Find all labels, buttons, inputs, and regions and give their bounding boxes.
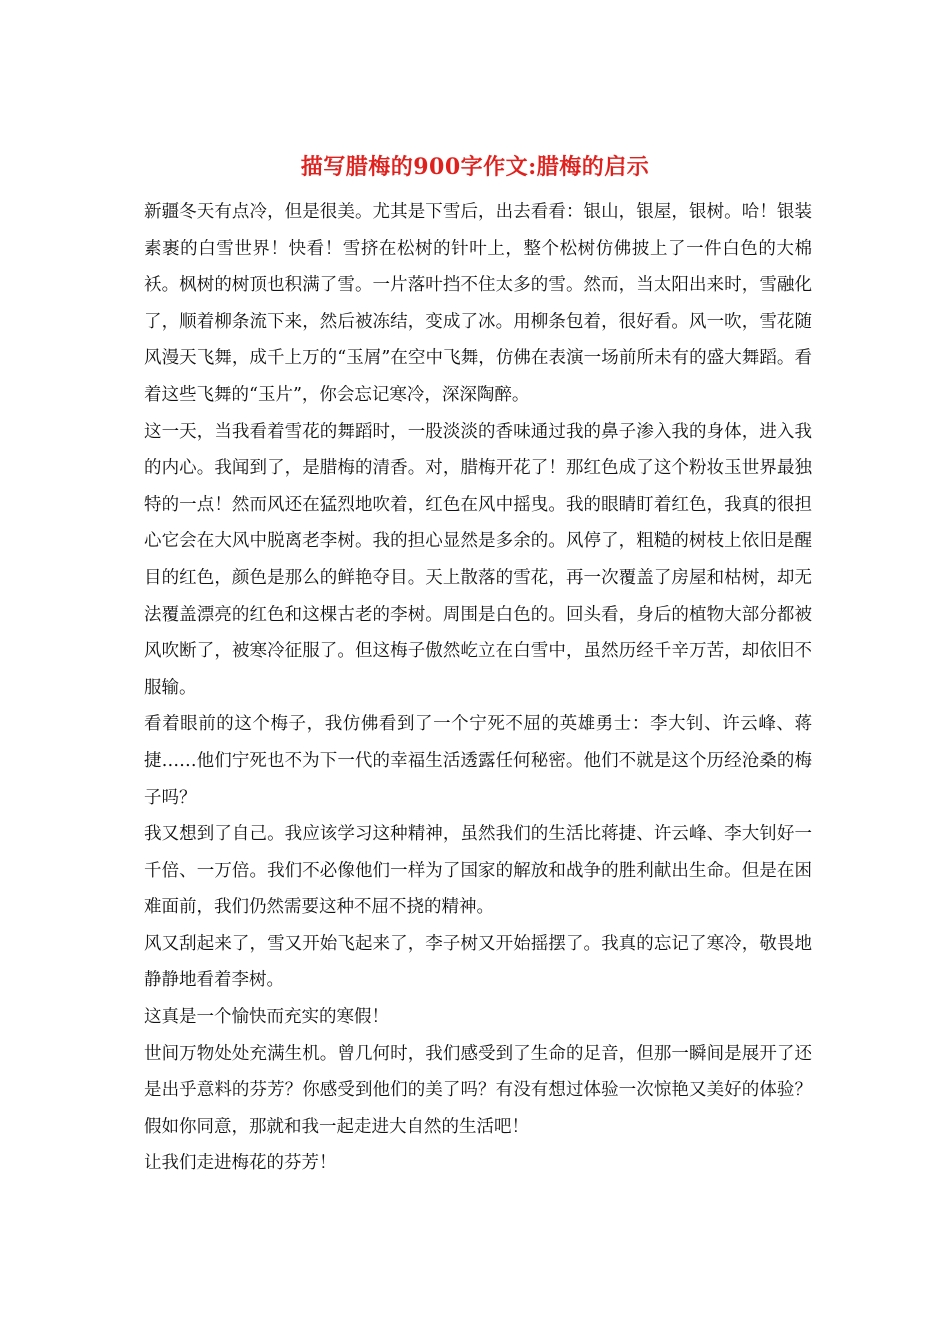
paragraph-4: 我又想到了自己。我应该学习这种精神，虽然我们的生活比蒋捷、许云峰、李大钊好一千倍、一万倍。我们不必像他们一样为了国家的解放和战争的胜利献出生命。但是在困难面前，我们仍然需要这种不屈不挠的精神。 bbox=[144, 824, 812, 918]
paragraph-1: 新疆冬天有点冷，但是很美。尤其是下雪后，出去看看：银山，银屋，银树。哈！银装素裹的白雪世界！快看！雪挤在松树的针叶上，整个松树仿佛披上了一件白色的大棉袄。枫树的树顶也积满了雪。一片落叶挡不住太多的雪。然而，当太阳出来时，雪融化了，顺着柳条流下来，然后被冻结，变成了冰。用柳条包着，很好看。风一吹，雪花随风漫天飞舞，成千上万的“玉屑”在空中飞舞，仿佛在表演一场前所未有的盛大舞蹈。看着这些飞舞的“玉片”，你会忘记寒冷，深深陶醉。 bbox=[144, 202, 812, 405]
document-title: 描写腊梅的900字作文:腊梅的启示 bbox=[300, 154, 650, 180]
paragraph-8: 让我们走进梅花的芬芳！ bbox=[144, 1153, 337, 1174]
paragraph-7: 世间万物处处充满生机。曾几何时，我们感受到了生命的足音，但那一瞬间是展开了还是出乎意料的芬芳？你感受到他们的美了吗？有没有想过体验一次惊艳又美好的体验？假如你同意，那就和我一起走进大自然的生活吧！ bbox=[144, 1043, 812, 1137]
document-body bbox=[144, 194, 812, 1182]
paragraph-6: 这真是一个愉快而充实的寒假！ bbox=[144, 1007, 389, 1028]
paragraph-3: 看着眼前的这个梅子，我仿佛看到了一个宁死不屈的英雄勇士：李大钊、许云峰、蒋捷……他们宁死也不为下一代的幸福生活透露任何秘密。他们不就是这个历经沧桑的梅子吗？ bbox=[144, 714, 812, 808]
paragraph-2: 这一天，当我看着雪花的舞蹈时，一股淡淡的香味通过我的鼻子渗入我的身体，进入我的内心。我闻到了，是腊梅的清香。对，腊梅开花了！那红色成了这个粉妆玉世界最独特的一点！然而风还在猛烈地吹着，红色在风中摇曳。我的眼睛盯着红色，我真的很担心它会在大风中脱离老李树。我的担心显然是多余的。风停了，粗糙的树枝上依旧是醒目的红色，颜色是那么的鲜艳夺目。天上散落的雪花，再一次覆盖了房屋和枯树，却无法覆盖漂亮的红色和这棵古老的李树。周围是白色的。回头看，身后的植物大部分都被风吹断了，被寒冷征服了。但这梅子傲然屹立在白雪中，虽然历经千辛万苦，却依旧不服输。 bbox=[144, 421, 812, 698]
paragraph-5: 风又刮起来了，雪又开始飞起来了，李子树又开始摇摆了。我真的忘记了寒冷，敬畏地静静地看着李树。 bbox=[144, 933, 812, 991]
